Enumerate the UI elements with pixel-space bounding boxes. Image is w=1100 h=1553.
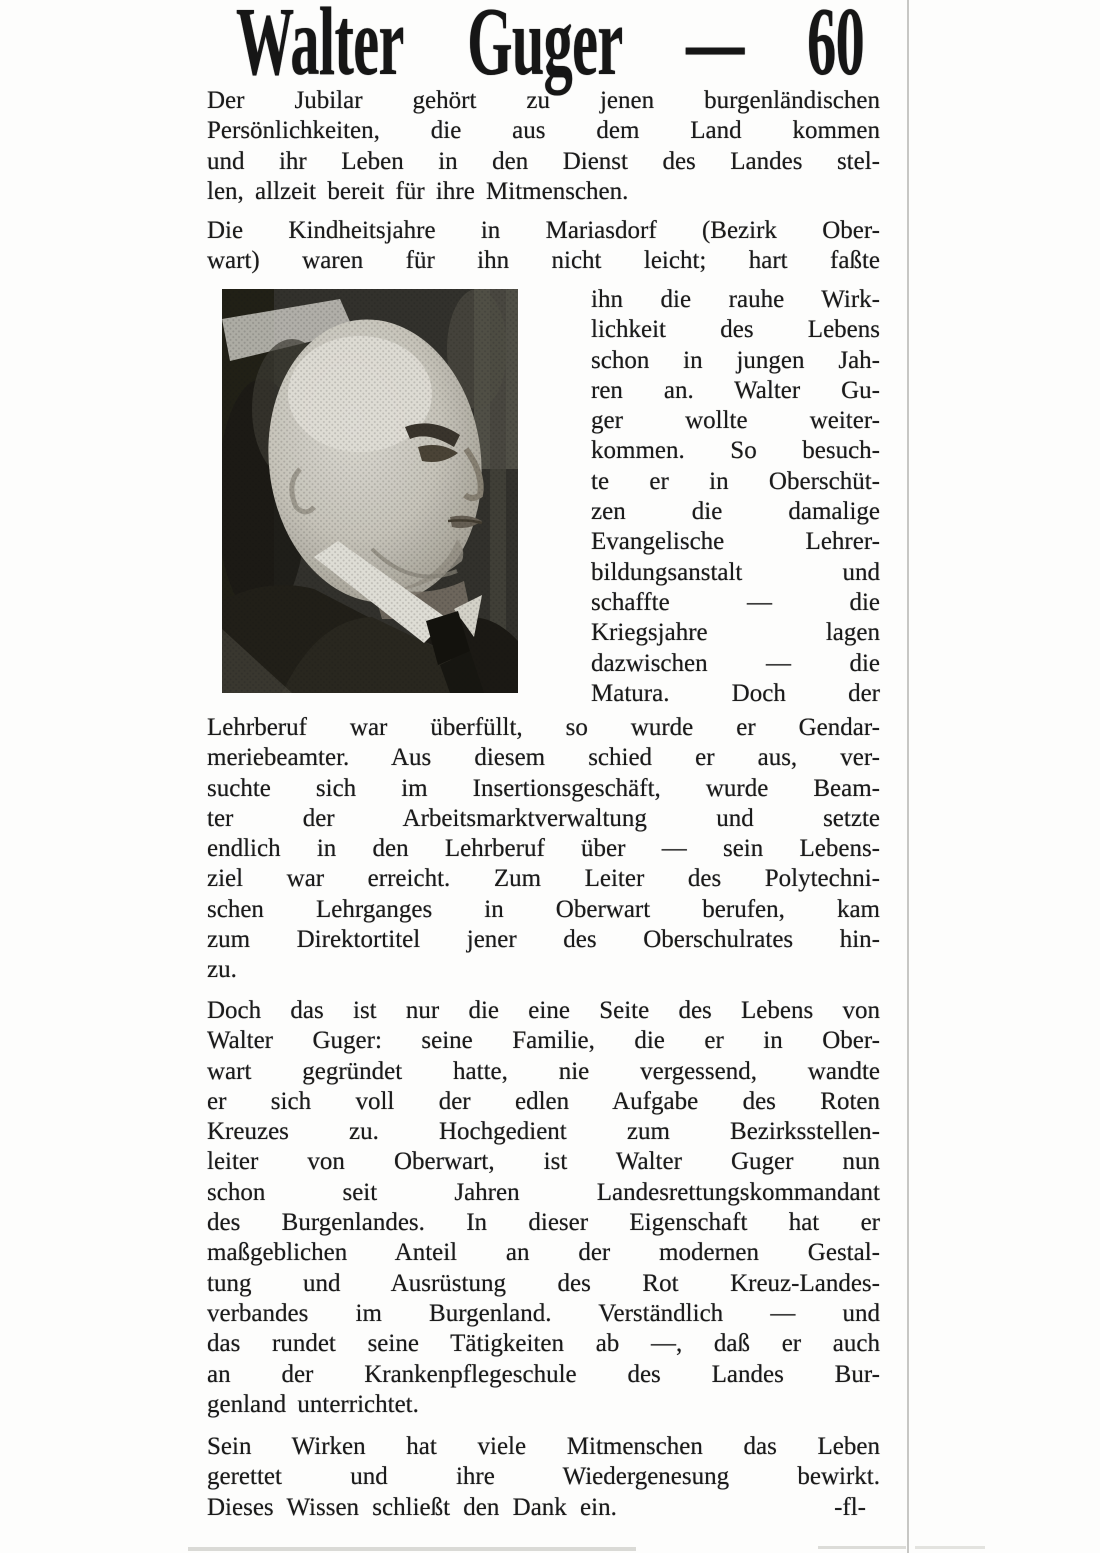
text-line: te er in Oberschüt-: [591, 467, 880, 495]
text-line: Doch das ist nur die eine Seite des Lebens von: [207, 997, 880, 1024]
text-line: gerettet und ihre Wiedergenesung bewirkt.: [207, 1463, 880, 1491]
closing-lines: [207, 1432, 880, 1493]
text-line: maßgeblichen Anteil an der modernen Gestal-: [207, 1239, 880, 1267]
text-line: len, allzeit bereit für ihre Mitmenschen.: [207, 177, 629, 205]
closing-line: [207, 1493, 880, 1523]
paragraph-career: [207, 713, 880, 986]
text-line: Evangelische Lehrer-: [591, 528, 880, 556]
paragraph-closing: [207, 1432, 880, 1523]
text-line: schen Lehrganges in Oberwart berufen, kam: [207, 895, 880, 923]
text-line: Sein Wirken hat viele Mitmenschen das Leben: [207, 1433, 880, 1460]
text-line: und ihr Leben in den Dienst des Landes stel-: [207, 147, 880, 175]
text-line: kommen. So besuch-: [591, 437, 880, 465]
headline-dash: —: [686, 0, 744, 95]
column-rule: [907, 0, 909, 1553]
text-line: meriebeamter. Aus diesem schied er aus, ver-: [207, 744, 880, 772]
text-line: das rundet seine Tätigkeiten ab —, daß er auch: [207, 1330, 880, 1358]
text-line: zum Direktortitel jener des Oberschulrates hin-: [207, 926, 880, 954]
text-line: Der Jubilar gehört zu jenen burgenländischen: [207, 87, 880, 114]
text-line: schon in jungen Jah-: [591, 346, 880, 374]
text-line: dazwischen — die: [591, 649, 880, 677]
paragraph-intro: [207, 86, 880, 207]
text-line: zen die damalige: [591, 498, 880, 526]
text-line: verbandes im Burgenland. Verständlich — und: [207, 1299, 880, 1327]
text-line: ihn die rauhe Wirk-: [591, 286, 880, 313]
text-line: bildungsanstalt und: [591, 558, 880, 586]
text-line: lichkeit des Lebens: [591, 316, 880, 344]
headline: [236, 0, 866, 95]
bottom-edge-mark: [915, 1546, 985, 1549]
bottom-edge-mark: [818, 1546, 906, 1549]
text-line: ter der Arbeitsmarktverwaltung und setzte: [207, 804, 880, 832]
text-line: an der Krankenpflegeschule des Landes Bur-: [207, 1360, 880, 1388]
text-line: Matura. Doch der: [591, 679, 880, 707]
text-line: ger wollte weiter-: [591, 407, 880, 435]
text-line: leiter von Oberwart, ist Walter Guger nun: [207, 1148, 880, 1176]
text-line: er sich voll der edlen Aufgabe des Roten: [207, 1087, 880, 1115]
headline-age: 60: [807, 0, 865, 95]
text-line: suchte sich im Insertionsgeschäft, wurde Beam-: [207, 774, 880, 802]
text-line: des Burgenlandes. In dieser Eigenschaft hat er: [207, 1209, 880, 1237]
text-line: Lehrberuf war überfüllt, so wurde er Gendar-: [207, 714, 880, 741]
text-line: Die Kindheitsjahre in Mariasdorf (Bezirk Ober-: [207, 217, 880, 244]
paragraph-childhood: [207, 216, 880, 277]
text-line: endlich in den Lehrberuf über — sein Lebens-: [207, 835, 880, 863]
closing-text: Dieses Wissen schließt den Dank ein.: [207, 1493, 617, 1521]
headline-word: Guger: [467, 0, 623, 95]
text-line: Kriegsjahre lagen: [591, 619, 880, 647]
text-line: wart) waren für ihn nicht leicht; hart faßte: [207, 247, 880, 275]
author-signature: -fl-: [834, 1493, 866, 1521]
text-line: schaffte — die: [591, 588, 880, 616]
photo-column-text: [591, 285, 880, 709]
bottom-edge-mark: [188, 1547, 636, 1551]
text-line: zu.: [207, 956, 237, 984]
text-line: genland unterrichtet.: [207, 1390, 419, 1418]
headline-word: Walter: [236, 0, 404, 95]
text-line: Kreuzes zu. Hochgedient zum Bezirksstellen-: [207, 1118, 880, 1146]
text-line: schon seit Jahren Landesrettungskommandant: [207, 1178, 880, 1206]
paragraph-red-cross: [207, 996, 880, 1420]
text-line: tung und Ausrüstung des Rot Kreuz-Landes-: [207, 1269, 880, 1297]
text-line: ren an. Walter Gu-: [591, 376, 880, 404]
text-line: ziel war erreicht. Zum Leiter des Polytechni-: [207, 865, 880, 893]
text-line: Walter Guger: seine Familie, die er in Ober-: [207, 1027, 880, 1055]
text-line: Persönlichkeiten, die aus dem Land kommen: [207, 117, 880, 145]
text-line: wart gegründet hatte, nie vergessend, wandte: [207, 1057, 880, 1085]
portrait-photo: [222, 289, 518, 693]
